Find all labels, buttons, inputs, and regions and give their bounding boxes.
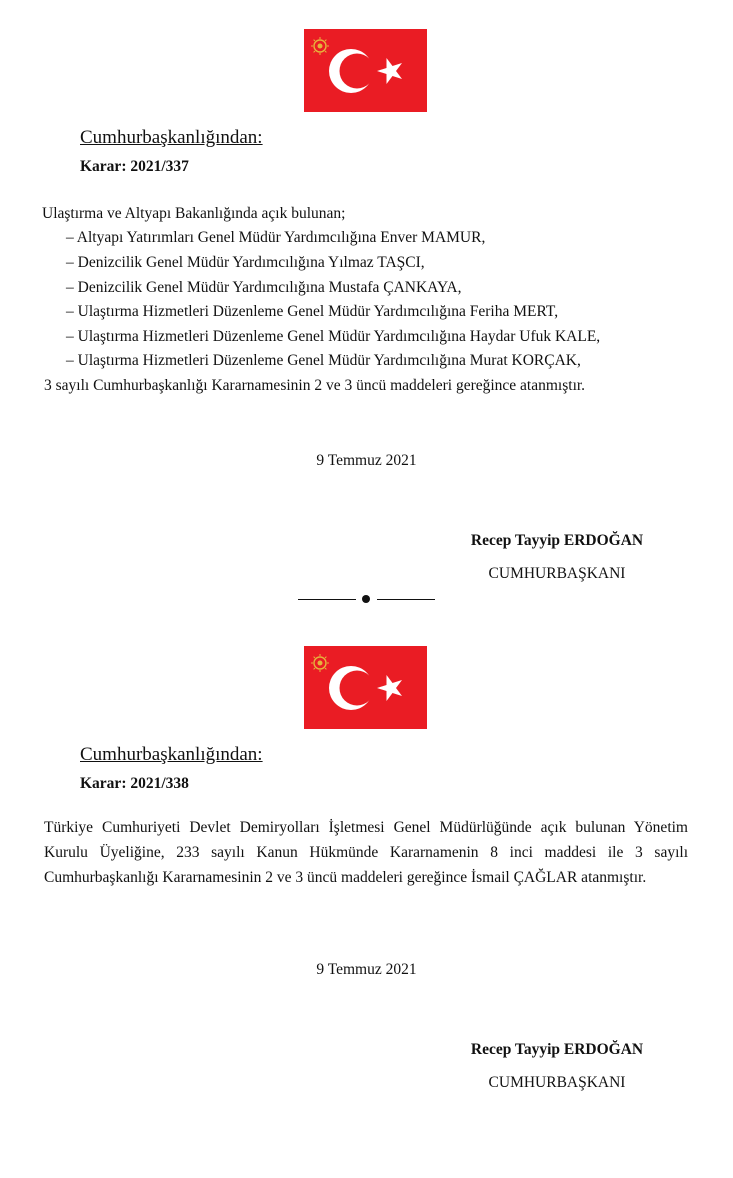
signer-title: CUMHURBAŞKANI [488, 565, 626, 582]
decision-date: 9 Temmuz 2021 [316, 452, 417, 469]
signer-name: Recep Tayyip ERDOĞAN [470, 1041, 644, 1058]
signer-name: Recep Tayyip ERDOĞAN [470, 532, 644, 549]
signer-title: CUMHURBAŞKANI [488, 1074, 626, 1091]
decision-number: Karar: 2021/338 [80, 775, 189, 792]
appointment-item: – Ulaştırma Hizmetleri Düzenleme Genel Müdür Yardımcılığına Haydar Ufuk KALE, [66, 328, 601, 345]
separator-line-left [298, 599, 356, 600]
decision-date: 9 Temmuz 2021 [316, 961, 417, 978]
decision-paragraph: Türkiye Cumhuriyeti Devlet Demiryolları İşletmesi Genel Müdürlüğünde açık bulunan Yönetim Kurulu Üyeliğine, 233 sayılı Kanun Hükmünde Kararnamenin 8 inci maddesi ile 3 sayılı Cumhurbaşkanlığı Kararnamesinin 2 ve 3 üncü maddeleri gereğince İsmail ÇAĞLAR atanmıştır. [44, 819, 688, 886]
decision-closing: 3 sayılı Cumhurbaşkanlığı Kararnamesinin 2 ve 3 üncü maddeleri gereğince atanmıştır. [44, 377, 586, 394]
decision-heading: Cumhurbaşkanlığından: [80, 744, 263, 765]
separator-line-right [377, 599, 435, 600]
decision-intro: Ulaştırma ve Altyapı Bakanlığında açık bulunan; [42, 205, 346, 222]
appointment-item: – Denizcilik Genel Müdür Yardımcılığına Mustafa ÇANKAYA, [66, 279, 462, 296]
turkish-flag-emblem [304, 646, 427, 729]
separator-dot [362, 595, 370, 603]
appointment-item: – Ulaştırma Hizmetleri Düzenleme Genel Müdür Yardımcılığına Murat KORÇAK, [66, 352, 581, 369]
turkish-flag-emblem [304, 29, 427, 112]
appointment-item: – Altyapı Yatırımları Genel Müdür Yardımcılığına Enver MAMUR, [66, 229, 486, 246]
appointment-item: – Ulaştırma Hizmetleri Düzenleme Genel Müdür Yardımcılığına Feriha MERT, [66, 303, 559, 320]
decision-number: Karar: 2021/337 [80, 158, 189, 175]
appointment-item: – Denizcilik Genel Müdür Yardımcılığına Yılmaz TAŞCI, [66, 254, 425, 271]
decision-heading: Cumhurbaşkanlığından: [80, 127, 263, 148]
